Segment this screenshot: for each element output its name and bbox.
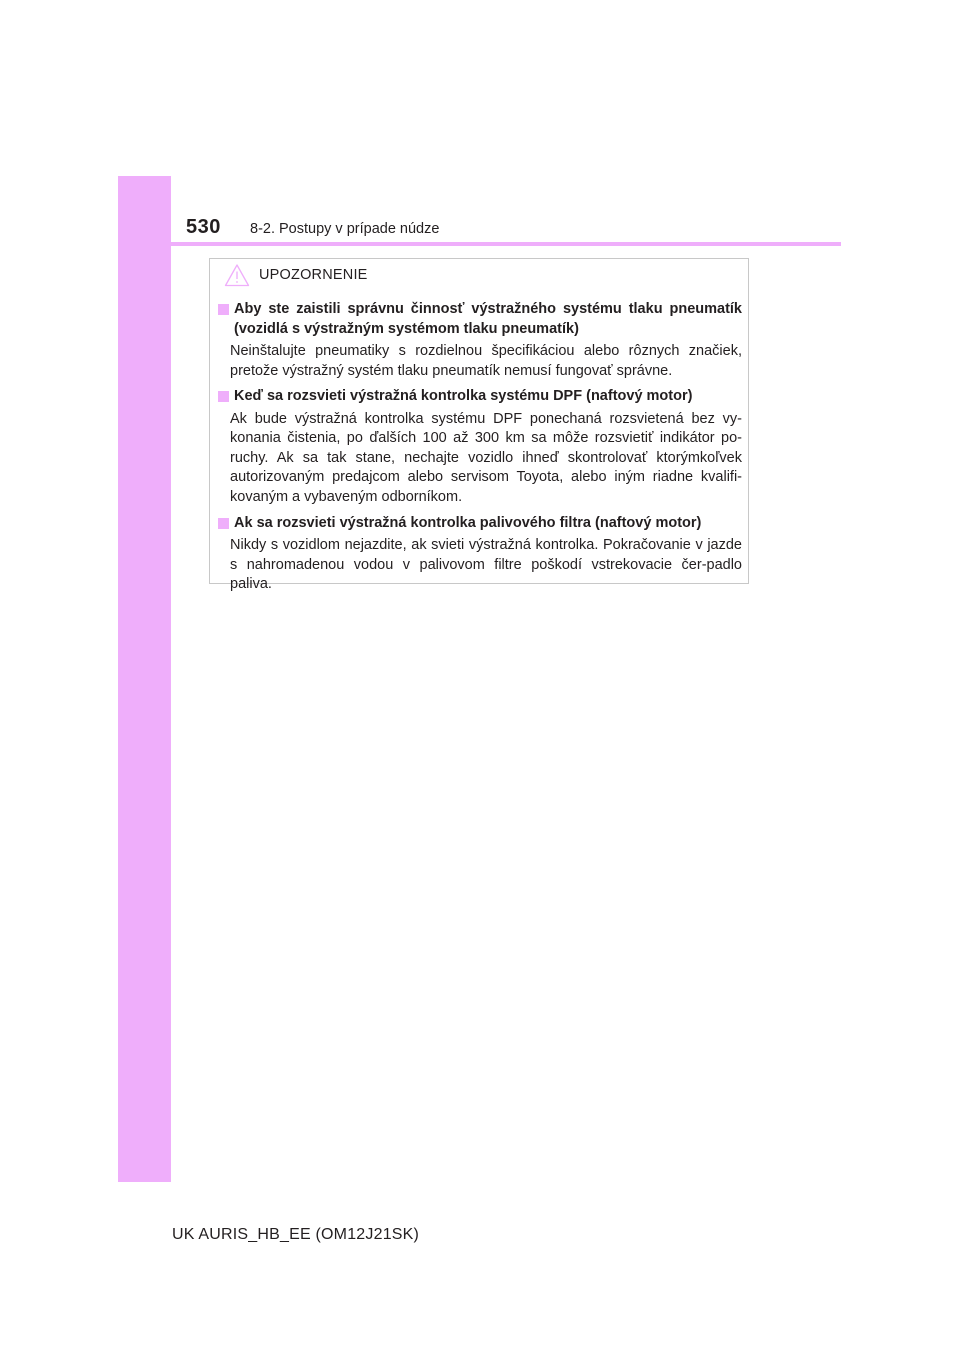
warning-item (218, 300, 742, 381)
square-bullet-icon (218, 518, 229, 529)
page-number: 530 (186, 216, 221, 238)
section-title: 8-2. Postupy v prípade núdze (250, 221, 440, 237)
warning-item-body: Neinštalujte pneumatiky s rozdielnou špecifikáciou alebo rôznych značiek, pretože výstražný systém tlaku pneumatík nemusí fungovať správne. (230, 343, 742, 379)
footer-model-code: UK AURIS_HB_EE (OM12J21SK) (172, 1226, 420, 1243)
warning-item-body: Nikdy s vozidlom nejazdite, ak svieti výstražná kontrolka. Pokračovanie v jazde s nahromadenou vodou v palivovom filtre poškodí vstrekovacie čer-padlo paliva. (230, 537, 742, 593)
side-tab-band (118, 176, 171, 1182)
warning-header (224, 260, 368, 290)
warning-item-heading-text: Ak sa rozsvieti výstražná kontrolka palivového filtra (naftový motor) (234, 514, 702, 531)
header-rule (118, 242, 841, 246)
warning-item-heading-text: Keď sa rozsvieti výstražná kontrolka systému DPF (naftový motor) (234, 388, 693, 405)
warning-item-body: Ak bude výstražná kontrolka systému DPF ponechaná rozsvietená bez vy-konania čistenia, po ďalších 100 až 300 km sa môže rozsvietiť indikátor po-ruchy. Ak sa tak stane, nechajte vozidlo ihneď skontrolovať ktorýmkoľvek autorizovaným predajcom alebo servisom Toyota, alebo iným riadne kvalifi-kovaným a vybaveným odborníkom. (230, 410, 742, 506)
warning-item (218, 514, 742, 595)
warning-label: UPOZORNENIE (259, 267, 368, 283)
warning-box (209, 258, 749, 593)
square-bullet-icon (218, 391, 229, 402)
warning-item-heading-text: Aby ste zaistili správnu činnosť výstražného systému tlaku pneumatík (vozidlá s výstražným systémom tlaku pneumatík) (234, 301, 742, 337)
warning-items (218, 300, 742, 601)
warning-item (218, 387, 742, 507)
warning-triangle-icon (224, 263, 250, 287)
warning-item-heading (218, 387, 742, 407)
warning-item-heading (218, 514, 742, 534)
square-bullet-icon (218, 304, 229, 315)
warning-item-heading (218, 300, 742, 339)
